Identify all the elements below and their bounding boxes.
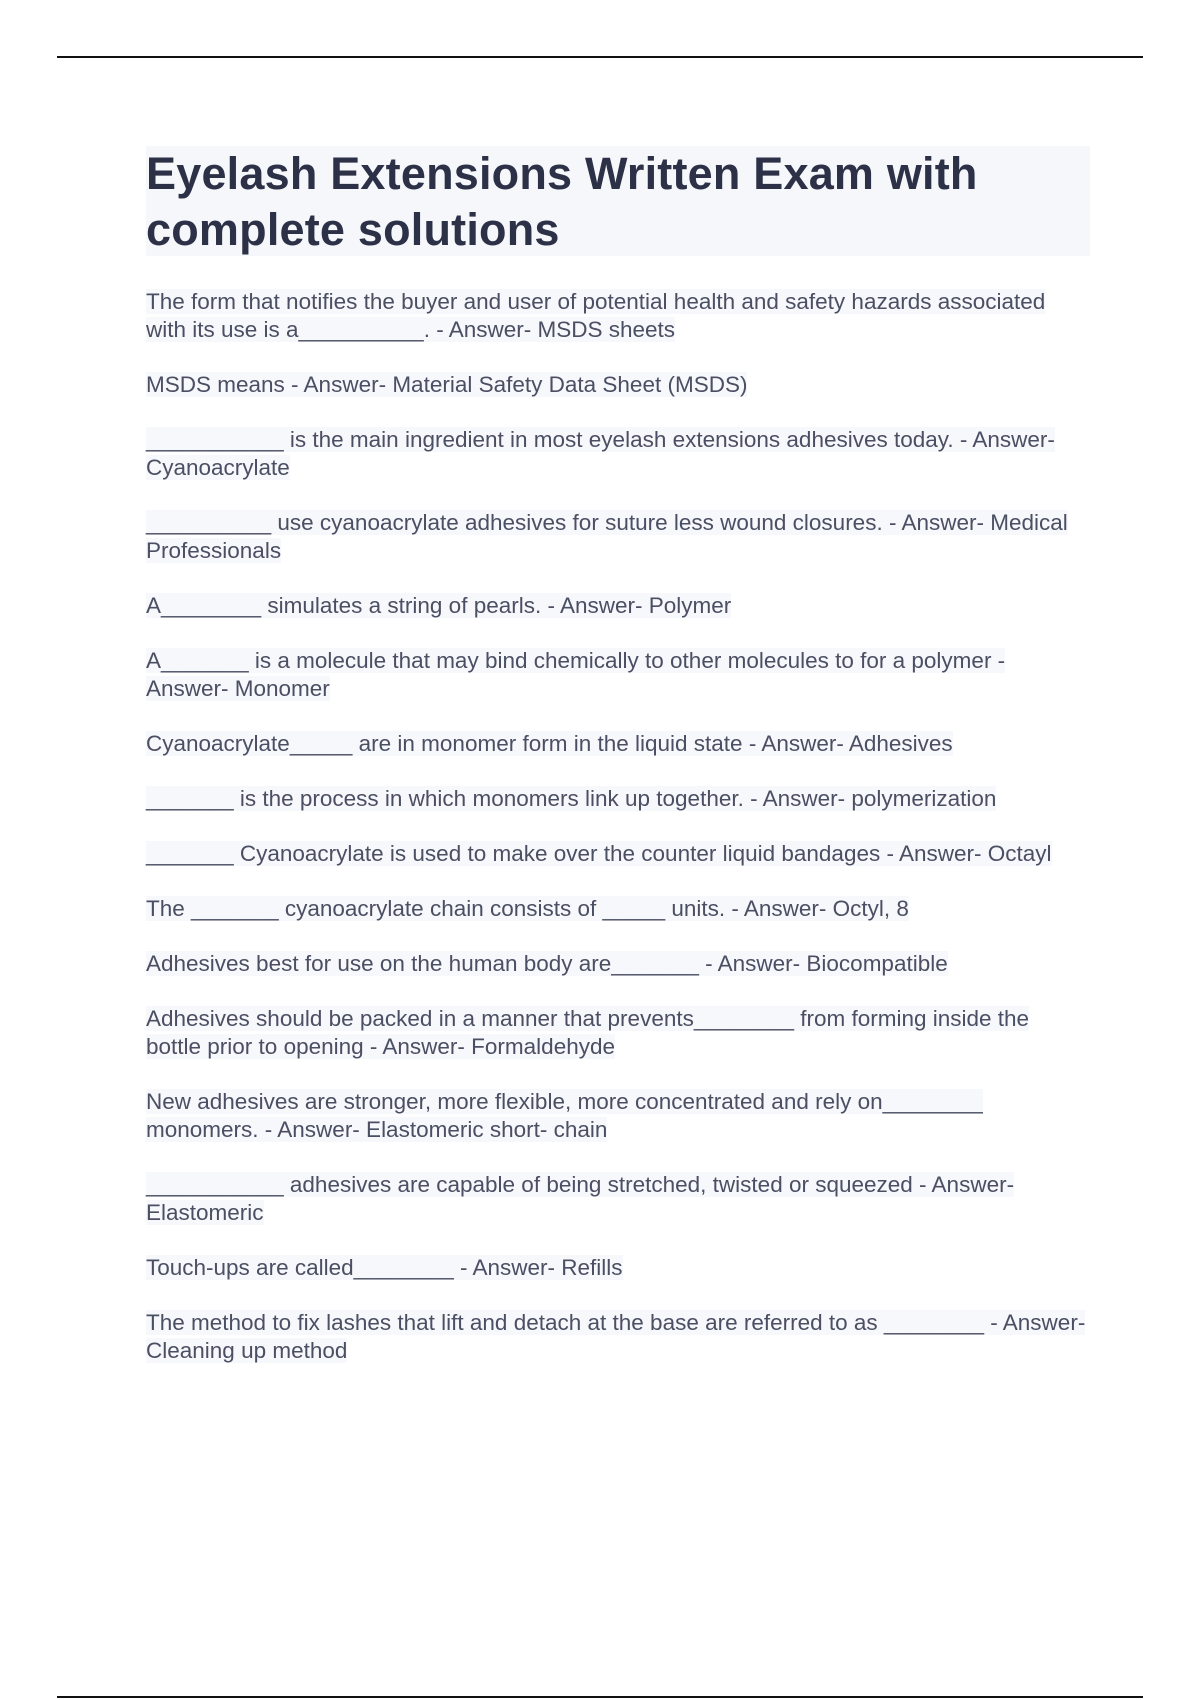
qa-item: The method to fix lashes that lift and detach at the base are referred to as ________ - Answer- Cleaning up method — [146, 1310, 1086, 1363]
qa-item: A________ simulates a string of pearls. - Answer- Polymer — [146, 593, 732, 618]
qa-item: _______ Cyanoacrylate is used to make over the counter liquid bandages - Answer- Octayl — [146, 841, 1052, 866]
qa-item: MSDS means - Answer- Material Safety Data Sheet (MSDS) — [146, 372, 748, 397]
top-rule — [57, 56, 1143, 58]
qa-item: _______ is the process in which monomers link up together. - Answer- polymerization — [146, 786, 997, 811]
title-line-1: Eyelash Extensions Written Exam with — [146, 148, 978, 199]
qa-item: ___________ adhesives are capable of being stretched, twisted or squeezed - Answer- Elastomeric — [146, 1172, 1015, 1225]
qa-item: Touch-ups are called________ - Answer- Refills — [146, 1255, 623, 1280]
qa-item: Adhesives should be packed in a manner that prevents________ from forming inside the bottle prior to opening - Answer- Formaldehyde — [146, 1006, 1030, 1059]
qa-item: The _______ cyanoacrylate chain consists of _____ units. - Answer- Octyl, 8 — [146, 896, 909, 921]
qa-list — [146, 288, 1090, 1365]
qa-item: Adhesives best for use on the human body are_______ - Answer- Biocompatible — [146, 951, 948, 976]
qa-item: __________ use cyanoacrylate adhesives for suture less wound closures. - Answer- Medical Professionals — [146, 510, 1068, 563]
qa-item: Cyanoacrylate_____ are in monomer form in the liquid state - Answer- Adhesives — [146, 731, 953, 756]
qa-item: A_______ is a molecule that may bind chemically to other molecules to for a polymer - Answer- Monomer — [146, 648, 1006, 701]
bottom-rule — [57, 1696, 1143, 1698]
qa-item: ___________ is the main ingredient in most eyelash extensions adhesives today. - Answer- Cyanoacrylate — [146, 427, 1055, 480]
title-block — [146, 146, 1090, 256]
qa-item: The form that notifies the buyer and user of potential health and safety hazards associated with its use is a__________. - Answer- MSDS sheets — [146, 289, 1046, 342]
title-line-2: complete solutions — [146, 204, 560, 255]
page-title — [146, 146, 1090, 258]
qa-item: New adhesives are stronger, more flexible, more concentrated and rely on________ monomers. - Answer- Elastomeric short- chain — [146, 1089, 983, 1142]
document-body — [146, 146, 1090, 1392]
